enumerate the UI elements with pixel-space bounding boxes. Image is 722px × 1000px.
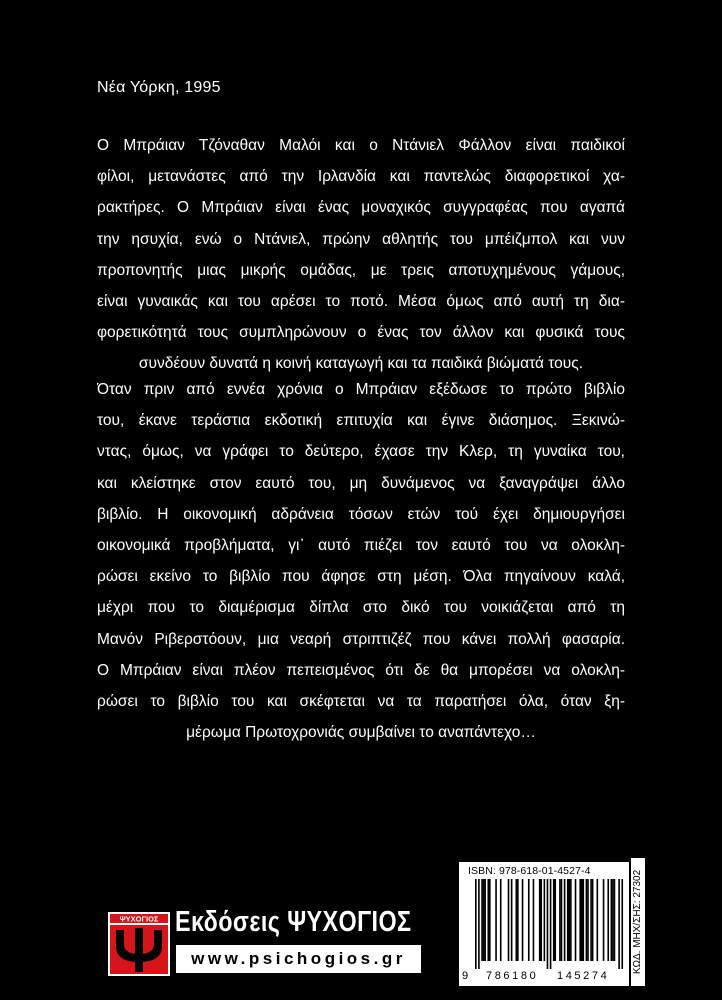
isbn-label: ISBN: 978-618-01-4527-4 (468, 865, 591, 877)
barcode-bar (618, 879, 620, 969)
ean-group-2: 145274 (557, 970, 610, 982)
barcode-bar (581, 879, 583, 961)
barcode-bar (559, 879, 561, 961)
barcode-bar (597, 879, 599, 961)
barcode-bar (483, 879, 485, 961)
barcode-bar (522, 879, 524, 961)
paragraph-line: συνδέουν δυνατά η κοινή καταγωγή και τα παιδικά βιώματά τους. (138, 355, 584, 373)
barcode-bar (540, 879, 542, 961)
paragraph-line: ντας, όμως, να γράφει το δεύτερο, έχασε την Κλερ, τη γυναίκα του, (97, 443, 625, 461)
barcode-bar (575, 879, 577, 961)
paragraph-line: φορετικότητά τους συμπληρώνουν ο ένας τον άλλον και φυσικά τους (97, 324, 625, 342)
barcode-bar (582, 879, 584, 961)
barcode-bar (511, 879, 513, 961)
barcode-bar (607, 879, 609, 961)
barcode-bar (478, 879, 480, 969)
barcode-bar (539, 879, 541, 961)
barcode-bar (587, 879, 589, 961)
barcode-bar (487, 879, 489, 961)
barcode-bar (528, 879, 530, 961)
paragraph-line: είναι γυναικάς και του αρέσει το ποτό. Μέσα όμως από αυτή τη δια- (97, 292, 625, 310)
barcode-bar (489, 879, 491, 961)
paragraph-line: Ο Μπράιαν είναι πλέον πεπεισμένος ότι δε θα μπορέσει να ολοκλη- (97, 661, 625, 679)
paragraph-line: ρακτήρες. Ο Μπράιαν είναι ένας μοναχικός συγγραφέας που αγαπά (97, 199, 625, 217)
barcode-bar (611, 879, 613, 961)
barcode-bar (495, 879, 497, 961)
publisher-name: Εκδόσεις ΨΥΧΟΓΙΟΣ (175, 906, 412, 938)
barcode-bar (603, 879, 605, 961)
logo-wordmark: ΨΥΧΟΓΙΟΣ (119, 914, 159, 924)
barcode-bar (586, 879, 588, 961)
barcode-bar (570, 879, 572, 961)
dateline: Νέα Υόρκη, 1995 (97, 79, 221, 96)
isbn-barcode (459, 862, 629, 986)
barcode-bar (508, 879, 510, 961)
product-code: ΚΩΔ. ΜΗΧ/ΣΗΣ: 27302 (631, 858, 645, 986)
barcode-icon (463, 879, 627, 969)
barcode-bar (621, 879, 623, 969)
barcode-bar (553, 879, 555, 961)
paragraph-line: βιβλίο. Η οικονομική αδράνεια τόσων ετών τού έχει δημιουργήσει (97, 505, 625, 523)
paragraph-line: ρώσει το βιβλίο του και σκέφτεται να τα παρατήσει όλα, όταν ξη- (97, 692, 625, 710)
paragraph-line: και κλείστηκε στον εαυτό του, μη δυνάμενος να ξαναγράψει άλλο (97, 474, 625, 492)
barcode-bar (590, 879, 592, 961)
publisher-url: www.psichogios.gr (176, 945, 421, 973)
barcode-bar (484, 879, 486, 961)
barcode-bar (516, 879, 518, 961)
barcode-bar (614, 879, 616, 961)
barcode-bar (475, 879, 477, 969)
barcode-bar (592, 879, 594, 961)
barcode-bar (547, 879, 549, 969)
barcode-bar (579, 879, 581, 961)
barcode-bar (564, 879, 566, 961)
barcode-bar (517, 879, 519, 961)
paragraph-line: Μανόν Ριβερστόουν, μια νεαρή στριπτιζέζ που κάνει πολλή φασαρία. (97, 630, 625, 648)
barcode-bar (500, 879, 502, 961)
barcode-bar (533, 879, 535, 961)
paragraph-line: την ησυχία, ενώ ο Ντάνιελ, πρώην αθλητής του μπέιζμπολ και νυν (97, 230, 625, 248)
barcode-bar (544, 879, 546, 961)
paragraph-line: Ο Μπράιαν Τζόναθαν Μαλόι και ο Ντάνιελ Φάλλον είναι παιδικοί (97, 137, 625, 154)
barcode-bar (481, 879, 483, 961)
barcode-bar (550, 879, 552, 969)
barcode-bar (554, 879, 556, 961)
paragraph-line: φίλοι, μετανάστες από την Ιρλανδία και παντελώς διαφορετικοί χα- (97, 168, 625, 186)
barcode-bar (612, 879, 614, 961)
paragraph-line: μέρωμα Πρωτοχρονιάς συμβαίνει το αναπάντεχο… (186, 724, 536, 742)
ean-group-1: 786180 (486, 970, 539, 982)
paragraph-line: του, έκανε τεράστια εκδοτική επιτυχία και έγινε διάσημος. Ξεκινώ- (97, 412, 625, 430)
paragraph-line: προπονητής μιας μικρής ομάδας, με τρεις αποτυχημένους γάμους, (97, 261, 625, 279)
barcode-bar (567, 879, 569, 961)
blurb-paragraph-2 (97, 374, 625, 748)
paragraph-line: μέχρι που το διαμέρισμα δίπλα στο δικό του νοικιάζεται από τη (97, 599, 625, 617)
paragraph-line: οικονομικά προβλήματα, γι᾽ αυτό πιέζει τον εαυτό του να ολοκλη- (97, 536, 625, 554)
blurb-paragraph-1 (97, 130, 625, 380)
ean-first-digit: 9 (462, 970, 469, 982)
publisher-logo-icon (108, 912, 170, 976)
paragraph-line: Όταν πριν από εννέα χρόνια ο Μπράιαν εξέδωσε το πρώτο βιβλίο (97, 381, 625, 398)
barcode-bar (561, 879, 563, 961)
paragraph-line: ρώσει εκείνο το βιβλίο που άφησε στη μέση. Όλα πηγαίνουν καλά, (97, 568, 625, 586)
barcode-bar (568, 879, 570, 961)
